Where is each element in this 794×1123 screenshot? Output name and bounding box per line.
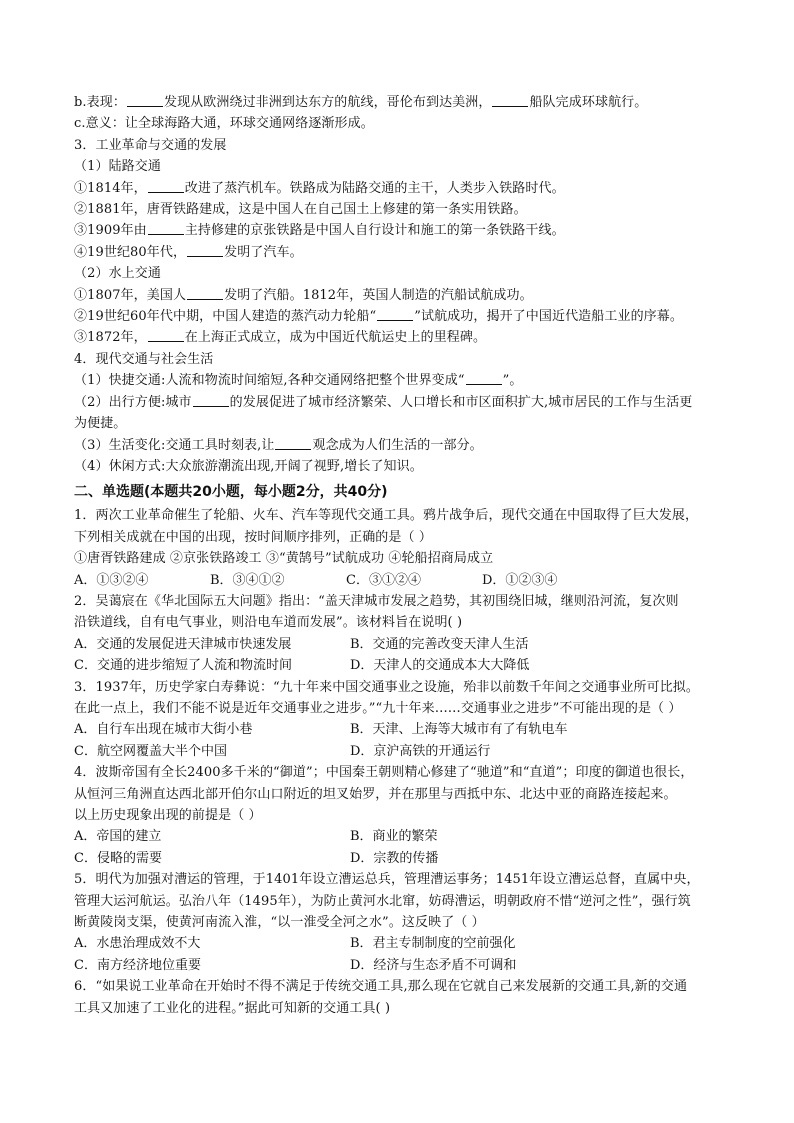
- option-d[interactable]: D．天津人的交通成本大大降低: [350, 658, 530, 674]
- text-line: （4）休闲方式:大众旅游潮流出现,开阔了视野,增长了知识。: [74, 458, 423, 474]
- option-b[interactable]: B．君主专制制度的空前强化: [350, 936, 516, 952]
- option-b[interactable]: B．天津、上海等大城市有了有轨电车: [350, 722, 568, 738]
- option-a[interactable]: A．交通的发展促进天津城市快速发展: [74, 636, 292, 652]
- fill-blank[interactable]: [466, 372, 502, 385]
- text-line: ③1872年， 在上海正式成立，成为中国近代航运史上的里程碑。: [74, 330, 487, 346]
- option-b[interactable]: B．③④①②: [210, 572, 285, 588]
- question-stem: 下列相关成就在中国的出现，按时间顺序排列，正确的是（ ）: [74, 529, 432, 545]
- question-stem: 从恒河三角洲直达西北部开伯尔山口附近的坦叉始罗，并在那里与西抵中东、北达中亚的商路连接起来。: [74, 786, 677, 802]
- question-stem: 3．1937年，历史学家白寿彝说：“九十年来中国交通事业之设施，殆非以前数千年间之交通事业所可比拟。: [74, 679, 700, 695]
- option-c[interactable]: C．南方经济地位重要: [74, 957, 201, 973]
- option-c[interactable]: C．交通的进步缩短了人流和物流时间: [74, 658, 292, 674]
- heading: 4．现代交通与社会生活: [74, 351, 214, 367]
- question: [74, 505, 724, 591]
- option-row: [74, 741, 724, 762]
- question: [74, 976, 724, 1019]
- option-c[interactable]: C．航空网覆盖大半个中国: [74, 743, 227, 759]
- question-stem: 工具又加速了工业化的进程。”据此可知新的交通工具( ): [74, 1000, 391, 1016]
- text-line: ①1807年，美国人 发明了汽船。1812年，英国人制造的汽船试航成功。: [74, 287, 533, 303]
- fill-blank[interactable]: [127, 94, 163, 107]
- text-line: ④19世纪80年代， 发明了汽车。: [74, 244, 303, 260]
- text-line: （1）快捷交通:人流和物流时间缩短,各种交通网络把整个世界变成“ ”。: [74, 373, 523, 389]
- fill-blank[interactable]: [148, 180, 184, 193]
- question-stem: 在此一点上，我们不能不说是近年交通事业之进步。”“九十年来……交通事业之进步”不可能出现的是（ ）: [74, 700, 682, 716]
- option-row: [74, 955, 724, 976]
- option-row: [74, 848, 724, 869]
- option-b[interactable]: B．商业的繁荣: [350, 829, 438, 845]
- fill-blank[interactable]: [187, 244, 223, 257]
- option-b[interactable]: B．交通的完善改变天津人生活: [350, 636, 529, 652]
- question-stem: 4．波斯帝国有全长2400多千米的“御道”；中国秦王朝则精心修建了“驰道”和“直道”；印度的御道也很长，: [74, 765, 694, 781]
- option-c[interactable]: C．侵略的需要: [74, 850, 162, 866]
- text-line: （2）出行方便:城市 的发展促进了城市经济繁荣、人口增长和市区面积扩大,城市居民的工作与生活更: [74, 394, 693, 410]
- section-title: 二、单选题(本题共20小题，每小题2分，共40分): [74, 484, 388, 501]
- question-stem: 5．明代为加强对漕运的管理，于1401年设立漕运总兵，管理漕运事务；1451年设立漕运总督，直属中央，: [74, 872, 700, 888]
- subheading: （1）陆路交通: [74, 159, 161, 175]
- question-stem: 管理大运河航运。弘治八年（1495年），为防止黄河水北窜，妨碍漕运，明朝政府不惜“逆河之性”，强行筑: [74, 893, 691, 909]
- option-d[interactable]: D．京沪高铁的开通运行: [350, 743, 491, 759]
- option-d[interactable]: D．宗教的传播: [350, 850, 439, 866]
- fill-blank[interactable]: [275, 437, 311, 450]
- question: [74, 762, 724, 869]
- question-stem: 1．两次工业革命催生了轮船、火车、汽车等现代交通工具。鸦片战争后，现代交通在中国取得了巨大发展，: [74, 508, 699, 524]
- question-stem: 2．吴蔼宸在《华北国际五大问题》指出：“盖天津城市发展之趋势，其初围绕旧城，继则沿河流，复次则: [74, 593, 679, 609]
- question-stem: 沿铁道线，自有电气事业，则沿电车道而发展”。该材料旨在说明( ): [74, 615, 463, 631]
- text-line: ①1814年， 改进了蒸汽机车。铁路成为陆路交通的主干，人类步入铁路时代。: [74, 180, 565, 196]
- option-row: [74, 719, 724, 740]
- option-row: [74, 933, 724, 954]
- question: [74, 869, 724, 976]
- heading: 3．工业革命与交通的发展: [74, 137, 227, 153]
- text-line: ③1909年由 主持修建的京张铁路是中国人自行设计和施工的第一条铁路干线。: [74, 223, 565, 239]
- fill-blank[interactable]: [148, 222, 184, 235]
- option-row: [74, 570, 724, 591]
- option-d[interactable]: D．经济与生态矛盾不可调和: [350, 957, 517, 973]
- question: [74, 677, 724, 763]
- text-line: 为便捷。: [74, 416, 127, 432]
- option-row: [74, 655, 724, 676]
- text-line: c.意义：让全球海路大通，环球交通网络逐渐形成。: [74, 116, 374, 132]
- fill-blank[interactable]: [377, 308, 413, 321]
- text-line: b.表现： 发现从欧洲绕过非洲到达东方的航线，哥伦布到达美洲， 船队完成环球航行。: [74, 95, 648, 110]
- question: [74, 591, 724, 677]
- fill-blank[interactable]: [193, 394, 229, 407]
- question-stem: ①唐胥铁路建成 ②京张铁路竣工 ③“黄鹄号”试航成功 ④轮船招商局成立: [74, 551, 494, 567]
- question-stem: 断黄陵岗支渠，使黄河南流入淮，“以一淮受全河之水”。这反映了（ ）: [74, 915, 485, 931]
- option-a[interactable]: A．自行车出现在城市大街小巷: [74, 722, 253, 738]
- option-row: [74, 826, 724, 847]
- question-stem: 6．“如果说工业革命在开始时不得不满足于传统交通工具,那么现在它就自己来发展新的交通工具,新的交通: [74, 979, 688, 995]
- fill-blank[interactable]: [148, 329, 184, 342]
- document-page: [74, 92, 724, 1019]
- question-stem: 以上历史现象出现的前提是（ ）: [74, 808, 262, 823]
- option-a[interactable]: A．①③②④: [74, 572, 149, 588]
- option-row: [74, 634, 724, 655]
- text-line: （3）生活变化:交通工具时刻表,让 观念成为人们生活的一部分。: [74, 437, 483, 453]
- text-line: ②1881年，唐胥铁路建成，这是中国人在自己国土上修建的第一条实用铁路。: [74, 202, 527, 218]
- option-a[interactable]: A．水患治理成效不大: [74, 936, 201, 952]
- fill-blank[interactable]: [187, 287, 223, 300]
- option-a[interactable]: A．帝国的建立: [74, 829, 162, 845]
- option-d[interactable]: D．①②③④: [482, 572, 558, 588]
- subheading: （2）水上交通: [74, 266, 161, 282]
- fill-blank[interactable]: [492, 94, 528, 107]
- text-line: ②19世纪60年代中期，中国人建造的蒸汽动力轮船“ ”试航成功，揭开了中国近代造船工业的序幕。: [74, 309, 683, 325]
- option-c[interactable]: C．③①②④: [346, 572, 421, 588]
